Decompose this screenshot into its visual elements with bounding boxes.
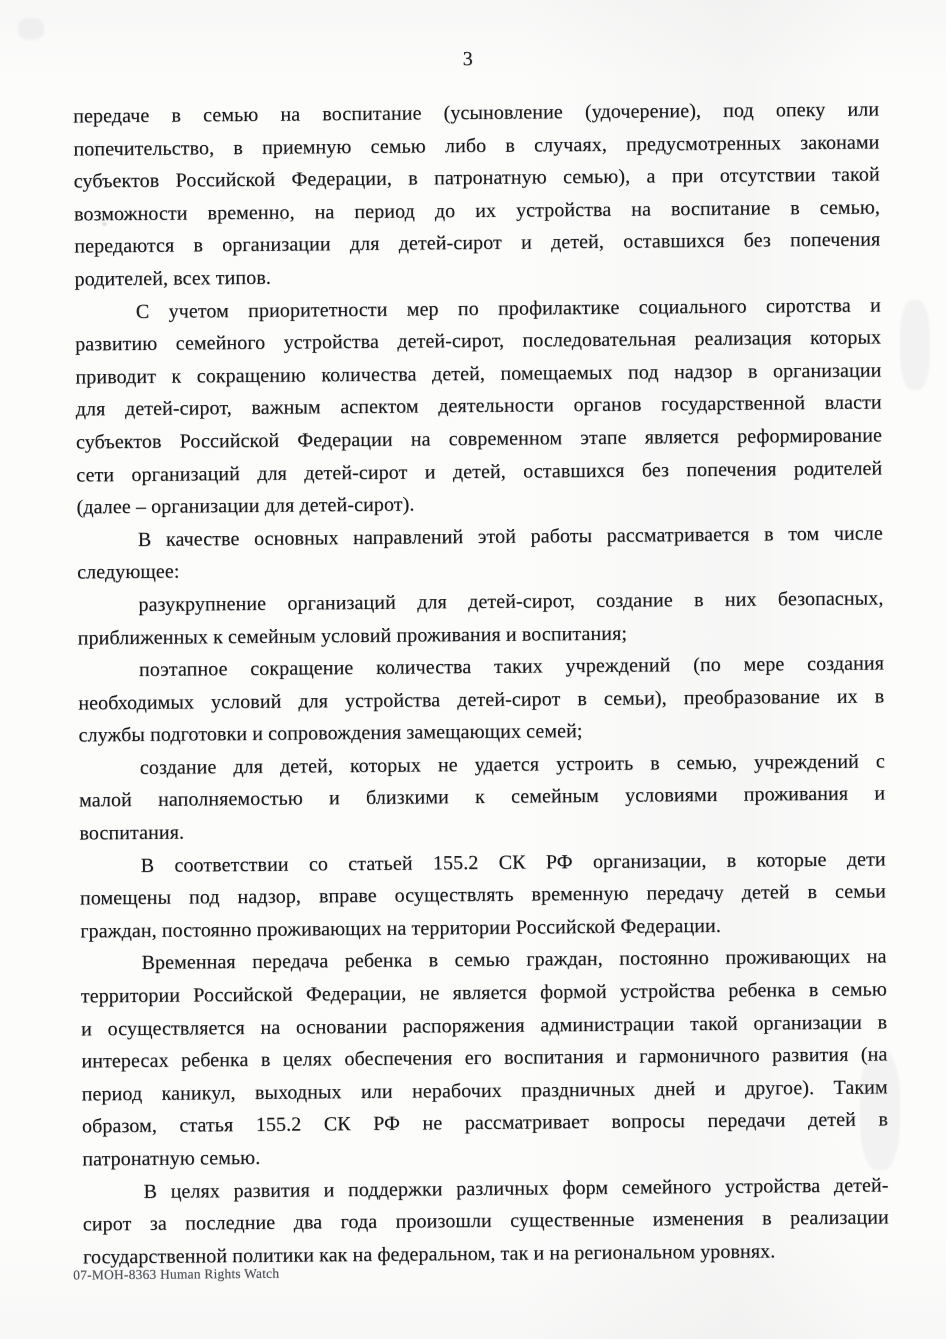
text-line: субъектов Российской Федерации на современном этапе является реформирование	[75, 424, 883, 454]
text-line: воспитания.	[79, 821, 185, 845]
text-line: следующее:	[77, 560, 180, 584]
scan-speck	[267, 147, 272, 151]
scan-smudge	[860, 1050, 900, 1170]
text-line: В соответствии со статьей 155.2 СК РФ организации, в которые дети	[140, 848, 886, 877]
text-line: приводит к сокращению количества детей, помещаемых под надзор в организации	[75, 359, 882, 389]
text-line: приближенных к семейным условий проживания и воспитания;	[77, 622, 628, 649]
text-line: и осуществляется на основании распоряжения администрации такой организации в	[81, 1011, 888, 1041]
text-line: В качестве основных направлений этой работы рассматривается в том числе	[137, 522, 883, 551]
text-line: граждан, постоянно проживающих на территории Российской Федерации.	[80, 914, 722, 943]
text-line: для детей-сирот, важным аспектом деятельности органов государственной власти	[75, 391, 882, 421]
page-number: 3	[462, 47, 473, 71]
text-line: разукрупнение организаций для детей-сирот, создание в них безопасных,	[138, 587, 884, 616]
scan-speck	[102, 222, 107, 226]
scan-speck	[94, 144, 100, 148]
text-line: Временная передача ребенка в семью граждан, постоянно проживающих на	[141, 945, 887, 975]
text-line: С учетом приоритетности мер по профилактике социального сиротства и	[135, 293, 881, 323]
text-line: период каникул, выходных или нерабочих праздничных дней и другое). Таким	[81, 1076, 888, 1106]
text-line: сирот за последние два года произошли существенные изменения в реализации	[82, 1206, 889, 1236]
text-line: сети организаций для детей-сирот и детей, оставшихся без попечения родителей	[76, 456, 883, 486]
text-line: развитию семейного устройства детей-сирот, последовательная реализация которых	[75, 326, 882, 356]
text-line: возможности временно, на период до их устройства на воспитание в семью,	[73, 196, 881, 226]
text-line: родителей, всех типов.	[74, 266, 272, 291]
text-line: (далее – организации для детей-сирот).	[76, 493, 415, 519]
scan-smudge	[900, 300, 930, 390]
scan-speck	[280, 219, 284, 222]
text-line: службы подготовки и сопровождения замещающих семей;	[78, 720, 583, 747]
footer-reference: 07-MOH-8363 Human Rights Watch	[73, 1265, 280, 1283]
text-line: субъектов Российской Федерации, в патронатную семью), а при отсутствии такой	[73, 163, 880, 193]
text-line: попечительство, в приемную семью либо в случаях, предусмотренных законами	[73, 131, 880, 161]
text-line: территории Российской Федерации, не является формой устройства ребенка в семью	[80, 978, 887, 1008]
text-line: передаче в семью на воспитание (усыновление (удочерение), под опеку или	[73, 98, 880, 128]
text-line: малой наполняемостью и близкими к семейным условиями проживания и	[79, 782, 886, 812]
text-line: В целях развития и поддержки различных форм семейного устройства детей-	[143, 1173, 889, 1203]
text-line: образом, статья 155.2 СК РФ не рассматривает вопросы передачи детей в	[81, 1108, 889, 1138]
scan-smudge	[18, 18, 44, 40]
text-line: государственной политики как на федеральном, так и на региональном уровнях.	[83, 1240, 776, 1269]
document-body	[73, 93, 889, 1273]
text-line: необходимых условий для устройства детей-сирот в семьи), преобразование их в	[78, 685, 885, 715]
text-line: интересах ребенка в целях обеспечения его воспитания и гармоничного развития (на	[81, 1043, 888, 1073]
text-line: передаются в организации для детей-сирот и детей, оставшихся без попечения	[74, 228, 881, 258]
text-line: поэтапное сокращение количества таких учреждений (по мере создания	[138, 652, 885, 682]
text-line: патронатную семью.	[82, 1146, 261, 1171]
text-line: помещены под надзор, вправе осуществлять временную передачу детей в семьи	[79, 880, 887, 910]
text-line: создание для детей, которых не удается устроить в семью, учреждений с	[139, 750, 885, 779]
